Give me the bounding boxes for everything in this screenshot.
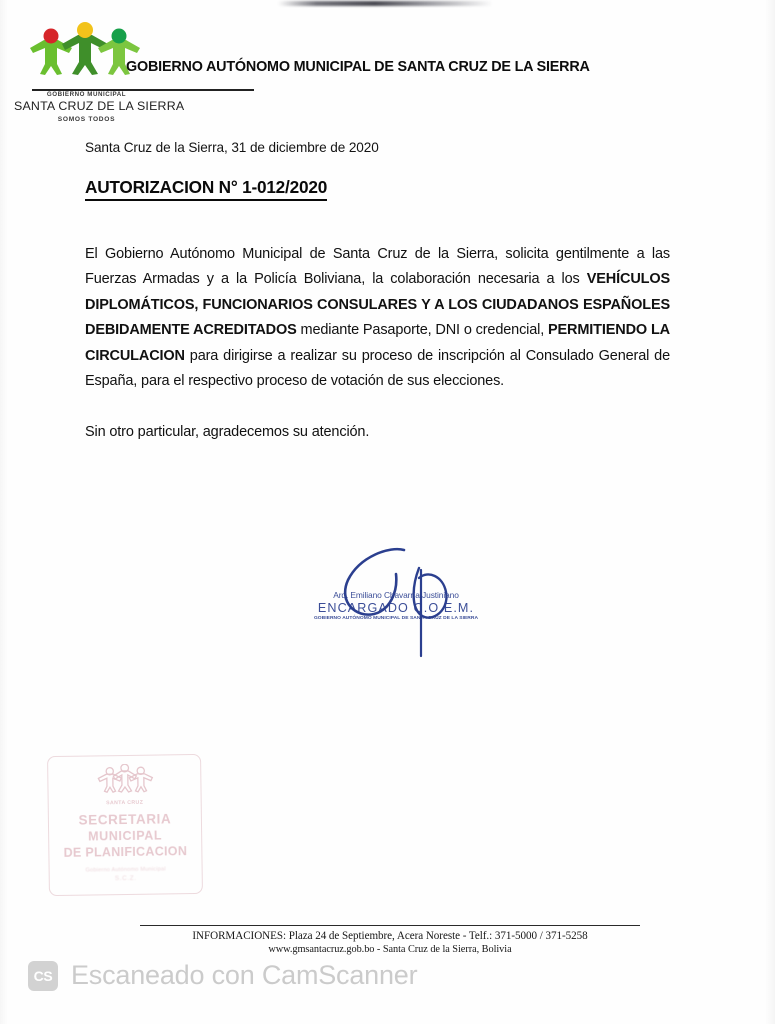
signature-block bbox=[290, 540, 505, 660]
camscanner-label: Escaneado con CamScanner bbox=[71, 960, 418, 990]
paragraph-segment-1: El Gobierno Autónomo Municipal de Santa Cruz de la Sierra, solicita gentilmente a las Fuerzas Armadas y a la Policía Boliviana, la colaboración necesaria a los bbox=[85, 245, 670, 288]
secretariat-stamp-faded bbox=[47, 754, 203, 896]
letterhead bbox=[0, 0, 775, 123]
footer bbox=[90, 929, 690, 956]
stamp-line-secretaria: SECRETARIA bbox=[78, 811, 172, 828]
logo-line-santa-cruz: SANTA CRUZ DE LA SIERRA bbox=[14, 99, 185, 113]
camscanner-watermark bbox=[28, 960, 417, 991]
stamp-signer-role: ENCARGADO C.O.E.M. bbox=[317, 601, 475, 615]
stamp-signer-name: Arq. Emiliano Chavarría Justiniano bbox=[333, 590, 459, 600]
body-paragraph-2: Sin otro particular, agradecemos su atención. bbox=[85, 424, 370, 441]
stamp-line-gobierno: Gobierno Autónomo Municipal bbox=[85, 866, 166, 874]
stamp-line-scz: S.C.Z. bbox=[114, 874, 137, 883]
footer-address-line: INFORMACIONES: Plaza 24 de Septiembre, Acera Noreste - Telf.: 371-5000 / 371-5258 bbox=[192, 930, 588, 942]
stamp-line-municipal: MUNICIPAL bbox=[88, 828, 163, 844]
paragraph-segment-3: para dirigirse a realizar su proceso de inscripción al Consulado General de España, para el respectivo proceso de votación de sus elecciones. bbox=[85, 347, 670, 390]
body-paragraph-1 bbox=[85, 242, 670, 396]
paragraph-bold-2: PERMITIENDO LA CIRCULACION bbox=[85, 322, 670, 364]
paragraph-segment-2: mediante Pasaporte, DNI o credencial, bbox=[296, 322, 549, 339]
organization-title: GOBIERNO AUTÓNOMO MUNICIPAL DE SANTA CRUZ DE LA SIERRA bbox=[126, 59, 590, 75]
official-stamp-blue bbox=[306, 590, 486, 621]
footer-divider bbox=[140, 925, 640, 926]
logo-wordmark bbox=[14, 90, 185, 126]
page-edge-shadow-left bbox=[0, 0, 8, 1024]
logo-line-gobierno-municipal: GOBIERNO MUNICIPAL bbox=[46, 91, 127, 98]
footer-website-line: www.gmsantacruz.gob.bo - Santa Cruz de la Sierra, Bolivia bbox=[268, 944, 512, 955]
page-edge-shadow-right bbox=[765, 0, 775, 1024]
document-title-wrap bbox=[85, 177, 670, 227]
stamp-logo-wordmark: SANTA CRUZ bbox=[106, 799, 144, 807]
stamp-logo-figures-icon bbox=[48, 763, 200, 800]
stamp-line-planificacion: DE PLANIFICACION bbox=[63, 844, 188, 860]
stamp-institution-line: GOBIERNO AUTÓNOMO MUNICIPAL DE SANTA CRUZ DE LA SIERRA bbox=[313, 616, 479, 621]
camscanner-badge-icon: CS bbox=[28, 961, 58, 991]
document-body bbox=[85, 140, 670, 460]
page-title: AUTORIZACION N° 1-012/2020 bbox=[85, 177, 327, 201]
paragraph-bold-1: VEHÍCULOS DIPLOMÁTICOS, FUNCIONARIOS CONSULARES Y A LOS CIUDADANOS ESPAÑOLES DEBIDAMENTE ACREDITADOS bbox=[85, 271, 670, 339]
date-line: Santa Cruz de la Sierra, 31 de diciembre de 2020 bbox=[85, 140, 379, 155]
logo-line-somos-todos: SOMOS TODOS bbox=[57, 116, 116, 123]
